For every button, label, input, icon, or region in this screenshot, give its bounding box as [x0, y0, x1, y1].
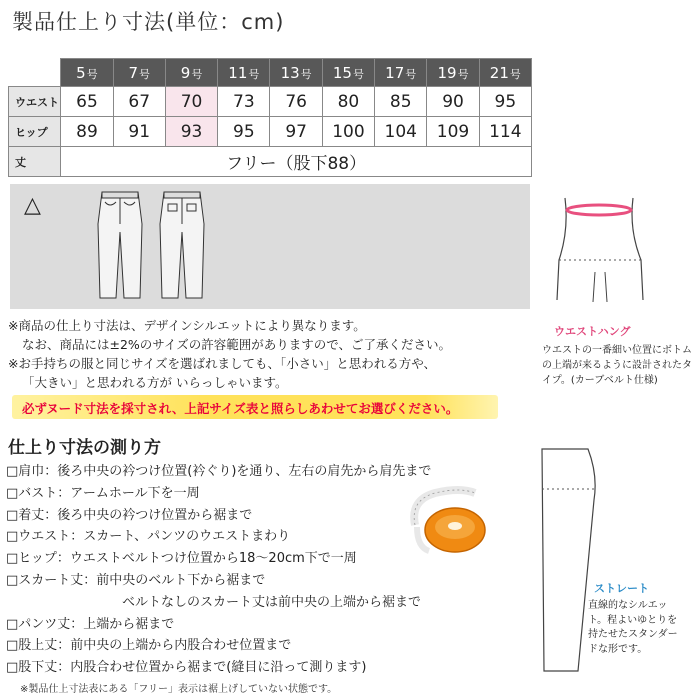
size-value-cell: 95	[218, 117, 270, 147]
waist-hang-description: ウエストの一番細い位置にボトムの上端が来るように設計されたタイプ。(カーブベルト仕様)	[542, 345, 692, 386]
size-value-cell: 76	[270, 87, 322, 117]
size-value-cell: 114	[479, 117, 531, 147]
pants-back-icon	[160, 192, 204, 298]
size-header-row	[9, 59, 532, 87]
size-value-cell: 109	[427, 117, 479, 147]
length-row	[9, 147, 532, 177]
size-unit: 号	[405, 67, 417, 81]
size-value-cell: 85	[375, 87, 427, 117]
size-value-cell: 67	[113, 87, 165, 117]
size-unit: 号	[457, 67, 469, 81]
size-value-cell: 65	[61, 87, 113, 117]
measure-item: □ウエスト：スカート、パンツのウエストまわり	[6, 529, 291, 545]
table-corner	[9, 59, 61, 87]
size-unit: 号	[300, 67, 312, 81]
size-header-cell	[479, 59, 531, 87]
size-value-cell: 70	[165, 87, 217, 117]
size-unit: 号	[509, 67, 521, 81]
size-value-cell: 80	[322, 87, 374, 117]
size-unit: 号	[86, 67, 98, 81]
size-number: 5	[76, 63, 86, 82]
size-value-cell: 95	[479, 87, 531, 117]
straight-label: ストレート	[594, 582, 649, 595]
straight-description: 直線的なシルエット。程よいゆとりを持たせたスタンダードな形です。	[588, 600, 678, 655]
size-unit: 号	[191, 67, 203, 81]
size-number: 9	[180, 63, 191, 82]
size-header-cell	[375, 59, 427, 87]
size-header-cell	[113, 59, 165, 87]
size-header-cell	[322, 59, 374, 87]
measure-item: □スカート丈：前中央のベルト下から裾まで	[6, 572, 266, 588]
measure-item: □股下丈：内股合わせ位置から裾まで(縫目に沿って測ります)	[6, 660, 367, 676]
size-value-cell: 97	[270, 117, 322, 147]
note-line: ※お手持ちの服と同じサイズを選ばれましても、「小さい」と思われる方や、	[8, 356, 436, 371]
size-number: 11	[228, 63, 248, 82]
size-header-cell	[218, 59, 270, 87]
note-line: ※商品の仕上り寸法は、デザインシルエットにより異なります。	[8, 318, 366, 333]
row-label: ヒップ	[9, 117, 61, 147]
size-unit: 号	[352, 67, 364, 81]
size-number: 7	[128, 63, 139, 82]
size-table	[8, 58, 532, 175]
size-row	[9, 117, 532, 147]
measure-item: □パンツ丈：上端から裾まで	[6, 616, 175, 632]
measure-item: ベルトなしのスカート丈は前中央の上端から裾まで	[122, 594, 422, 610]
size-value-cell: 89	[61, 117, 113, 147]
size-number: 17	[385, 63, 405, 82]
note-line: なお、商品には±2%のサイズの許容範囲がありますので、ご了承ください。	[22, 337, 452, 352]
page-title: 製品仕上り寸法(単位：cm)	[12, 10, 285, 34]
notes	[8, 316, 543, 392]
measure-item: □バスト：アームホール下を一周	[6, 485, 200, 501]
size-number: 21	[489, 63, 509, 82]
size-number: 13	[280, 63, 300, 82]
pants-illustration	[10, 184, 530, 309]
size-value-cell: 91	[113, 117, 165, 147]
size-value-cell: 100	[322, 117, 374, 147]
waist-hang-illustration	[545, 190, 675, 310]
size-header-cell	[61, 59, 113, 87]
measure-item: □肩巾：後ろ中央の衿つけ位置(衿ぐり)を通り、左右の肩先から肩先まで	[6, 464, 432, 479]
size-row	[9, 87, 532, 117]
size-value-cell: 90	[427, 87, 479, 117]
rating-symbol: △	[24, 193, 41, 218]
measure-title: 仕上り寸法の測り方	[8, 438, 161, 458]
pants-image-panel	[10, 184, 530, 309]
warning-banner	[12, 395, 498, 419]
size-value-cell: 104	[375, 117, 427, 147]
footnote: ※製品仕上寸法表にある「フリー」表示は裾上げしていない状態です。	[20, 684, 338, 695]
pants-front-icon	[98, 192, 142, 298]
length-value: フリー（股下88）	[61, 147, 532, 177]
row-label: ウエスト	[9, 87, 61, 117]
tape-measure-icon	[405, 485, 490, 560]
waist-hang-label: ウエストハング	[554, 325, 631, 338]
size-header-cell	[427, 59, 479, 87]
size-value-cell: 93	[165, 117, 217, 147]
size-header-cell	[270, 59, 322, 87]
size-number: 15	[332, 63, 352, 82]
length-label: 丈	[9, 147, 61, 177]
size-value-cell: 73	[218, 87, 270, 117]
size-unit: 号	[248, 67, 260, 81]
measure-item: □股上丈：前中央の上端から内股合わせ位置まで	[6, 638, 292, 654]
size-unit: 号	[139, 67, 151, 81]
measure-item: □ヒップ：ウエストベルトつけ位置から18～20cm下で一周	[6, 551, 357, 567]
size-header-cell	[165, 59, 217, 87]
size-number: 19	[437, 63, 457, 82]
warning-text: 必ずヌード寸法を採寸され、上記サイズ表と照らしあわせてお選びください。	[22, 401, 459, 416]
measure-item: □着丈：後ろ中央の衿つけ位置から裾まで	[6, 507, 253, 523]
note-line: 「大きい」と思われる方が いらっしゃいます。	[22, 375, 288, 390]
